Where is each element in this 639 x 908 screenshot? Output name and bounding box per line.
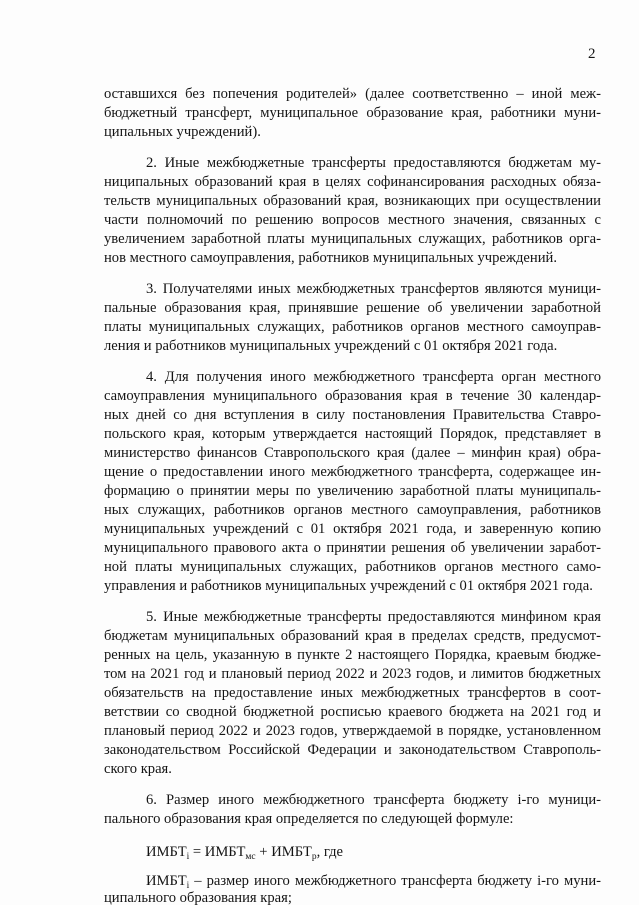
formula-term2: ИМБТ	[271, 844, 312, 860]
page-number: 2	[588, 46, 596, 62]
p4-line-2: самоуправления муниципального образования края в течение 30 календар-	[104, 388, 601, 404]
p2-line-5: увеличением заработной платы муниципальных служащих, работников орга-	[104, 231, 601, 247]
p4-line-11: ной платы муниципальных служащих, работников органов местного само-	[104, 559, 601, 575]
definition-term-sub: i	[186, 881, 190, 891]
p4-line-4: польского края, которым утверждается настоящий Порядок, представляет в	[104, 426, 601, 442]
intro-line-3: ципальных учреждений).	[104, 124, 261, 140]
p4-line-10: муниципального правового акта о принятии решения об увеличении заработ-	[104, 540, 601, 556]
p5-line-8: законодательством Российской Федерации и законодательством Ставрополь-	[104, 742, 601, 758]
formula-tail: , где	[316, 844, 344, 860]
p5-line-1: 5. Иные межбюджетные трансферты предоставляются минфином края	[146, 609, 601, 625]
p5-line-7: плановый период 2022 и 2023 годов, утверждаемой в порядке, установленном	[104, 723, 601, 739]
p3-line-2: пальные образования края, принявшие решение об увеличении заработной	[104, 300, 601, 316]
p6-line-2: пального образования края определяется по следующей формуле:	[104, 811, 514, 827]
formula-term1-sub: мс	[245, 852, 256, 862]
p5-line-4: том на 2021 год и плановый период 2022 и 2023 годов, и лимитов бюджетных	[104, 666, 601, 682]
formula-lhs-sub: i	[186, 852, 190, 862]
p5-line-6: ветствии со сводной бюджетной росписью краевого бюджета на 2021 год и	[104, 704, 601, 720]
p2-line-4: части полномочий по решению вопросов местного значения, связанных с	[104, 212, 601, 228]
formula-lhs: ИМБТ	[146, 844, 187, 860]
p4-line-9: муниципальных учреждений с 01 октября 2021 года, и заверенную копию	[104, 521, 601, 537]
p2-line-3: тельств муниципальных образований края, возникающих при осуществлении	[104, 193, 601, 209]
p4-line-6: щение о предоставлении иного межбюджетного трансферта, содержащее ин-	[104, 464, 601, 480]
formula-term1: ИМБТ	[204, 844, 246, 860]
p5-line-3: ренных на цель, указанную в пункте 2 настоящего Порядка, краевым бюдже-	[104, 647, 601, 663]
p2-line-1: 2. Иные межбюджетные трансферты предоставляются бюджетам му-	[146, 155, 601, 171]
formula-term2-sub: р	[311, 852, 317, 862]
p3-line-3: платы муниципальных служащих, работников органов местного самоуправ-	[104, 319, 601, 335]
p2-line-2: ниципальных образований края в целях софинансирования расходных обяза-	[104, 174, 601, 190]
p3-line-4: ления и работников муниципальных учреждений с 01 октября 2021 года.	[104, 338, 558, 354]
p5-line-2: бюджетам муниципальных образований края в пределах средств, предусмот-	[104, 628, 601, 644]
p4-line-12: управления и работников муниципальных учреждений с 01 октября 2021 года.	[104, 578, 593, 594]
p6-line-1: 6. Размер иного межбюджетного трансферта бюджету i-го муници-	[146, 792, 601, 808]
intro-line-1: оставшихся без попечения родителей» (далее соответственно – иной меж-	[104, 86, 601, 102]
definition-text: – размер иного межбюджетного трансферта бюджету i-го муни-	[189, 873, 601, 889]
p4-line-1: 4. Для получения иного межбюджетного трансферта орган местного	[146, 369, 601, 385]
p4-line-3: ных дней со дня вступления в силу постановления Правительства Ставро-	[104, 407, 601, 423]
p4-line-8: ных служащих, работников органов местного самоуправления, работников	[104, 502, 601, 518]
intro-line-2: бюджетный трансферт, муниципальное образование края, работники муни-	[104, 105, 601, 121]
p4-line-5: министерство финансов Ставропольского края (далее – минфин края) обра-	[104, 445, 601, 461]
p3-line-1: 3. Получателями иных межбюджетных трансфертов являются муници-	[146, 281, 601, 297]
p2-line-6: нов местного самоуправления, работников муниципальных учреждений.	[104, 250, 557, 266]
definition-term: ИМБТ	[146, 873, 187, 889]
definition-line-2: ципального образования края;	[104, 890, 292, 906]
formula-plus: +	[255, 844, 272, 860]
p4-line-7: формацию о принятии меры по увеличению заработной платы муниципаль-	[104, 483, 601, 499]
p5-line-9: ского края.	[104, 761, 172, 777]
formula	[146, 843, 343, 867]
p5-line-5: обязательств на предоставление иных межбюджетных трансфертов в соот-	[104, 685, 601, 701]
formula-eq: =	[189, 844, 205, 860]
